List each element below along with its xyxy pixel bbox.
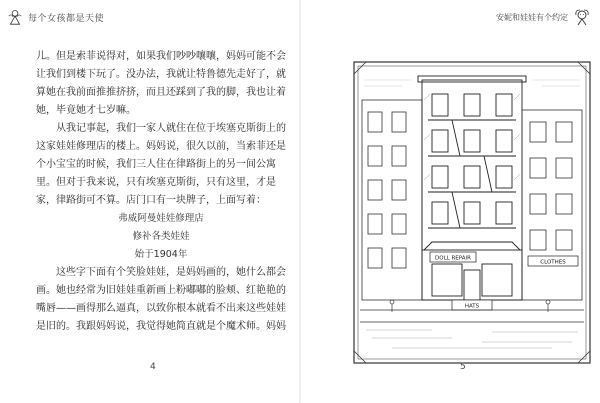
sign-line-1: 弗威阿曼娃娃修理店	[118, 213, 204, 224]
street-building-illustration	[352, 60, 592, 365]
paragraph-1: 儿。但是索菲说得对，如果我们吵吵嚷嚷，妈妈可能不会让我们到楼下玩了。没办法，我就让特鲁德先走好了，就算她在我前面推推挤挤，而且还踩到了我的脚，我也让着她，毕竟她才七岁嘛。	[36, 51, 286, 116]
paragraph-3: 这些字下面有个笑脸娃娃，是妈妈画的，她什么都会画。她也经常为旧娃娃重新画上粉嘟嘟的脸颊、红艳艳的嘴唇——画得那么逼真，以致你根本就看不出来这些娃娃是旧的。我跟妈妈说，我觉得她简直就是个魔术师。妈妈	[36, 267, 286, 332]
sign-line-3: 始于1904年	[134, 249, 188, 260]
book-spine	[299, 0, 301, 403]
running-head-right	[496, 6, 592, 28]
doll-repair-sign: DOLL REPAIR	[435, 255, 471, 262]
shop-sign-text	[36, 210, 286, 264]
doll-face-icon	[572, 7, 592, 27]
hats-sign: HATS	[464, 303, 480, 310]
running-head-left	[6, 6, 104, 28]
angel-doll-icon	[6, 8, 24, 26]
clothes-sign: CLOTHES	[540, 259, 566, 266]
left-running-title: 每个女孩都是天使	[28, 13, 105, 24]
left-page-text	[36, 48, 286, 336]
page-number-right: 5	[460, 362, 466, 372]
paragraph-2: 从我记事起，我们一家人就住在位于埃塞克斯街上的这家娃娃修理店的楼上。妈妈说，很久以前，当索菲还是个小宝宝的时候，我们三人住在律路街上的另一间公寓里。但对于我来说，只有埃塞克斯街，只有这里，才是家，律路街可不算。店门口有一块牌子，上面写着：	[36, 123, 286, 206]
page-number-left: 4	[150, 362, 156, 372]
sign-line-2: 修补各类娃娃	[132, 231, 190, 242]
right-running-title: 安妮和娃娃有个约定	[496, 12, 568, 22]
